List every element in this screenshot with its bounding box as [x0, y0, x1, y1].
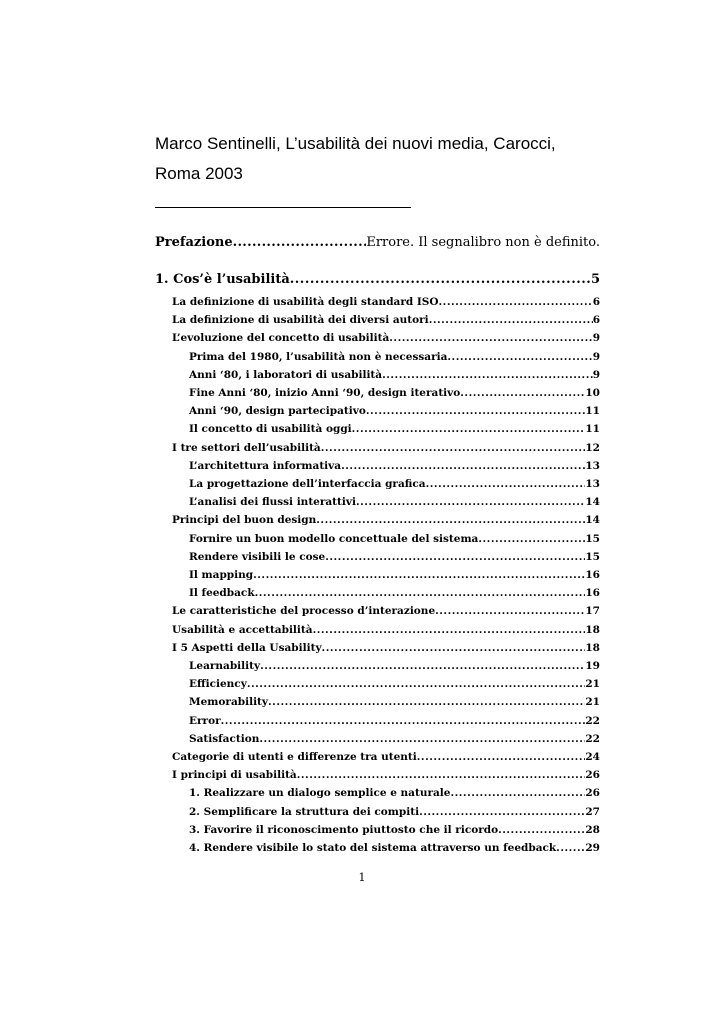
toc-entry-page: 9: [592, 350, 600, 363]
toc-entry-page: 27: [585, 805, 600, 818]
toc-entry[interactable]: [172, 605, 600, 617]
toc-entry-page: 17: [585, 605, 600, 618]
toc-leader-dots: [297, 769, 586, 781]
toc-leader-dots: [247, 678, 586, 690]
toc-entry-title: Fornire un buon modello concettuale del sistema: [189, 532, 479, 545]
toc-entry-page: 24: [585, 751, 600, 763]
toc-leader-dots: [259, 733, 585, 745]
toc-leader-dots: [478, 533, 585, 545]
toc-entry-title: Error: [189, 714, 221, 727]
toc-entry-page: 13: [585, 478, 600, 490]
toc-entry[interactable]: [189, 478, 600, 490]
toc-entry[interactable]: [189, 351, 600, 363]
toc-entry-page: 26: [585, 769, 600, 782]
toc-entry-title: Memorability: [189, 696, 269, 709]
toc-entry-page: 13: [585, 459, 600, 472]
toc-leader-dots: [233, 235, 367, 250]
toc-entry-page: 21: [585, 696, 600, 709]
toc-entry[interactable]: [172, 642, 600, 654]
toc-entry[interactable]: [189, 696, 600, 708]
toc-entry-title: Anni ‘80, i laboratori di usabilità: [189, 368, 383, 381]
toc-entry-title: Prefazione: [155, 235, 233, 250]
toc-entry[interactable]: [172, 514, 600, 526]
toc-entry[interactable]: [189, 660, 600, 672]
toc-leader-dots: [268, 696, 585, 708]
toc-entry-page: 15: [585, 550, 600, 563]
toc-entry-prefazione[interactable]: [155, 235, 600, 250]
toc-entry-page: 5: [590, 272, 600, 287]
toc-entry-page: 16: [585, 587, 600, 600]
toc-entry-title: 3. Favorire il riconoscimento piuttosto che il ricordo: [189, 823, 499, 836]
toc-entry-page: 18: [585, 641, 600, 654]
toc-leader-dots: [435, 605, 585, 617]
toc-leader-dots: [382, 369, 593, 381]
toc-entry-page: 15: [585, 532, 600, 545]
toc-leader-dots: [260, 660, 585, 672]
toc-entry-title: La definizione di usabilità dei diversi autori: [172, 314, 429, 327]
toc-entry[interactable]: [172, 296, 600, 308]
toc-entry-page: 21: [585, 678, 600, 691]
toc-entry-title: Learnability: [189, 660, 261, 672]
toc-leader-dots: [450, 787, 585, 799]
toc-entry[interactable]: [189, 678, 600, 690]
toc-entry-title: Rendere visibili le cose: [189, 550, 326, 563]
toc-leader-dots: [419, 806, 585, 818]
toc-leader-dots: [290, 272, 591, 287]
toc-entry-page: 29: [585, 842, 600, 854]
toc-entry-title: 1. Realizzare un dialogo semplice e naturale: [189, 787, 451, 800]
toc-entry-page: 9: [592, 332, 600, 345]
toc-entry[interactable]: [189, 787, 600, 799]
toc-entry[interactable]: [189, 533, 600, 545]
toc-entry[interactable]: [189, 405, 600, 417]
toc-entry-page: 19: [585, 660, 600, 672]
toc-entry-title: Il concetto di usabilità oggi: [189, 423, 352, 436]
toc-entry[interactable]: [189, 387, 600, 399]
toc-entry[interactable]: [189, 824, 600, 836]
toc-leader-dots: [389, 332, 592, 344]
toc-entry-title: 4. Rendere visibile lo stato del sistema attraverso un feedback: [189, 842, 557, 854]
toc-entry-page: 6: [592, 314, 600, 327]
toc-entry-page: 14: [585, 496, 600, 509]
page-number: 1: [358, 871, 366, 884]
toc-entry-title: Satisfaction: [189, 732, 260, 745]
toc-entry[interactable]: [189, 842, 600, 854]
toc-entry-title: L’analisi dei flussi interattivi: [189, 496, 356, 509]
toc-entry-page: 16: [585, 569, 600, 581]
citation-line-2: Roma 2003: [155, 164, 243, 183]
toc-leader-dots: [341, 460, 585, 472]
toc-entry-title: L’evoluzione del concetto di usabilità: [172, 332, 390, 345]
toc-entry-title: Anni ‘90, design partecipativo: [189, 405, 366, 418]
toc-entry-page: 28: [585, 823, 600, 836]
toc-entry-page: 14: [585, 514, 600, 527]
toc-entry[interactable]: [189, 369, 600, 381]
toc-entry-title: Efficiency: [189, 678, 247, 691]
toc-entry[interactable]: [189, 806, 600, 818]
toc-leader-dots: [417, 751, 586, 763]
toc-leader-dots: [429, 314, 593, 326]
toc-entry[interactable]: [189, 496, 600, 508]
toc-leader-dots: [439, 296, 593, 308]
toc-entry[interactable]: [172, 751, 600, 763]
toc-leader-dots: [460, 387, 585, 399]
toc-entry-title: L’architettura informativa: [189, 459, 342, 472]
toc-leader-dots: [255, 587, 586, 599]
toc-entry[interactable]: [172, 314, 600, 326]
toc-entry-title: Usabilità e accettabilità: [172, 623, 313, 636]
toc-entry[interactable]: [172, 332, 600, 344]
toc-entry-title: 1. Cos’è l’usabilità: [155, 272, 290, 287]
toc-entry-page: 18: [585, 623, 600, 636]
toc-entry-title: Il feedback: [189, 587, 255, 600]
toc-leader-dots: [498, 824, 585, 836]
toc-entry[interactable]: [189, 569, 600, 581]
toc-leader-dots: [447, 351, 592, 363]
toc-entry-title: Prima del 1980, l’usabilità non è necessaria: [189, 350, 448, 363]
toc-entry-title: Categorie di utenti e differenze tra utenti: [172, 751, 417, 763]
toc-entry-title: I principi di usabilità: [172, 769, 297, 782]
toc-leader-dots: [221, 715, 586, 727]
toc-entry[interactable]: [172, 769, 600, 781]
separator-rule: [155, 207, 411, 208]
toc-entry-title: La progettazione dell’interfaccia grafica: [189, 478, 426, 490]
toc-leader-dots: [253, 569, 585, 581]
toc-entry-title: Le caratteristiche del processo d’interazione: [172, 605, 436, 618]
toc-entry-page: 26: [585, 787, 600, 800]
toc-leader-dots: [325, 551, 585, 563]
toc-leader-dots: [316, 514, 585, 526]
toc-entry-title: Il mapping: [189, 569, 254, 581]
toc-entry[interactable]: [189, 587, 600, 599]
toc-entry-title: I 5 Aspetti della Usability: [172, 641, 322, 654]
toc-entry-page: 22: [585, 714, 600, 727]
toc-entry-title: I tre settori dell’usabilità: [172, 441, 321, 454]
toc-leader-dots: [356, 496, 585, 508]
toc-entry-title: La definizione di usabilità degli standard ISO: [172, 296, 439, 308]
toc-entry-page: 22: [585, 732, 600, 745]
toc-entry-title: Fine Anni ‘80, inizio Anni ‘90, design iterativo: [189, 387, 461, 399]
toc-entry[interactable]: [189, 423, 600, 435]
toc-entry-page: 11: [585, 423, 600, 436]
toc-entry[interactable]: [172, 442, 600, 454]
toc-entry-page: 9: [592, 368, 600, 381]
toc-entry-page: 10: [585, 387, 600, 399]
toc-entry-title: 2. Semplificare la struttura dei compiti: [189, 805, 420, 818]
toc-leader-dots: [321, 442, 586, 454]
toc-entry[interactable]: [189, 460, 600, 472]
toc-entry-page: Errore. Il segnalibro non è definito.: [366, 235, 600, 250]
toc-leader-dots: [366, 405, 586, 417]
toc-leader-dots: [426, 478, 586, 490]
toc-entry-page: 12: [585, 441, 600, 454]
toc-entry[interactable]: [189, 551, 600, 563]
toc-entry-page: 11: [585, 405, 600, 418]
citation-line-1: Marco Sentinelli, L’usabilità dei nuovi media, Carocci,: [155, 134, 556, 153]
toc-entry-page: 6: [592, 296, 600, 308]
toc-entry[interactable]: [189, 715, 600, 727]
toc-entry[interactable]: [155, 272, 600, 287]
toc-entry[interactable]: [172, 624, 600, 636]
toc-entry-title: Principi del buon design: [172, 514, 317, 527]
toc-leader-dots: [556, 842, 585, 854]
toc-leader-dots: [322, 642, 586, 654]
toc-leader-dots: [313, 624, 586, 636]
toc-leader-dots: [352, 423, 586, 435]
toc-entry[interactable]: [189, 733, 600, 745]
